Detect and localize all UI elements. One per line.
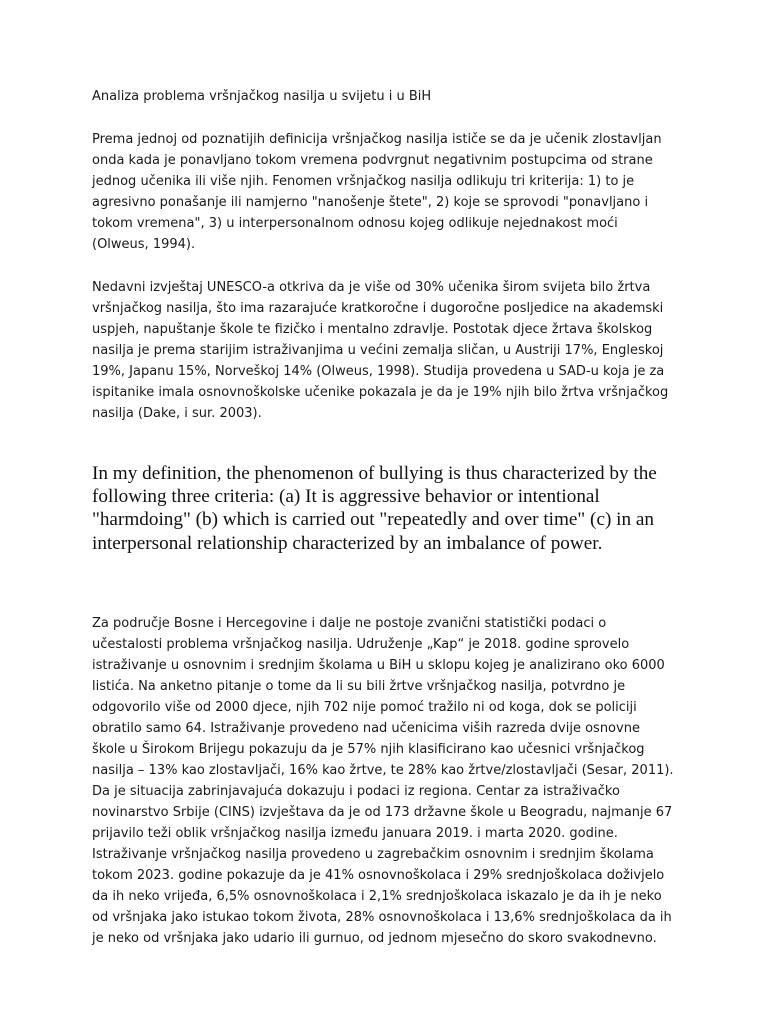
spacer xyxy=(92,555,674,613)
english-quote: In my definition, the phenomenon of bullying is thus characterized by the following three criteria: (a) It is aggressive behavior or intentional "harmdoing" (b) which is carried out "repeatedly and over time" (c) in an interpersonal relationship characterized by an imbalance of power. xyxy=(92,463,657,554)
document-title: Analiza problema vršnjačkog nasilja u svijetu i u BiH xyxy=(92,89,432,104)
paragraph-bih: Za područje Bosne i Hercegovine i dalje ne postoje zvanični statistički podaci o učestalosti problema vršnjačkog nasilja. Udruženje „Kap“ je 2018. godine sprovelo istraživanje u osnovnim i srednjim školama u BiH u sklopu kojeg je analizirano oko 6000 listića. Na anketno pitanje o tome da li su bili žrtve vršnjačkog nasilja, potvrdno je odgovorilo više od 2000 djece, njih 702 nije pomoć tražilo ni od koga, dok se policiji obratilo samo 64. Istraživanje provedeno nad učenicima viših razreda dvije osnovne škole u Širokom Brijegu pokazuju da je 57% njih klasificirano kao učesnici vršnjačkog nasilja – 13% kao zlostavljači, 16% kao žrtve, te 28% kao žrtve/zlostavljači (Sesar, 2011). Da je situacija zabrinjavajuća dokazuju i podaci iz regiona. Centar za istraživačko novinarstvo Srbije (CINS) izvještava da je od 173 državne škole u Beogradu, najmanje 67 prijavilo teži oblik vršnjačkog nasilja između januara 2019. i marta 2020. godine. Istraživanje vršnjačkog nasilja provedeno u zagrebačkim osnovnim i srednjim školama tokom 2023. godine pokazuje da je 41% osnovnoškolaca i 29% srednjoškolaca doživjelo da ih neko vrijeđa, 6,5% osnovnoškolaca i 2,1% srednjoškolaca iskazalo je da ih je neko od vršnjaka jako istukao tokom života, 28% osnovnoškolaca i 13,6% srednjoškolaca da ih je neko od vršnjaka jako udario ili gurnuo, od jednom mjesečno do skoro svakodnevno. xyxy=(92,615,674,946)
paragraph-definition: Prema jednoj od poznatijih definicija vršnjačkog nasilja ističe se da je učenik zlostavljan onda kada je ponavljano tokom vremena podvrgnut negativnim postupcima od strane jednog učenika ili više njih. Fenomen vršnjačkog nasilja odlikuju tri kriterija: 1) to je agresivno ponašanje ili namjerno "nanošenje štete", 2) koje se sprovodi "ponavljano i tokom vremena", 3) u interpersonalnom odnosu kojeg odlikuje nejednakost moći (Olweus, 1994). xyxy=(92,132,662,252)
document-body xyxy=(92,86,674,971)
paragraph-unesco: Nedavni izvještaj UNESCO-a otkriva da je više od 30% učenika širom svijeta bilo žrtva vršnjačkog nasilja, što ima razarajuće kratkoročne i dugoročne posljedice na akademski uspjeh, napuštanje škole te fizičko i mentalno zdravlje. Postotak djece žrtava školskog nasilja je prema starijim istraživanjima u većini zemalja sličan, u Austriji 17%, Engleskoj 19%, Japanu 15%, Norveškoj 14% (Olweus, 1998). Studija provedena u SAD-u koja je za ispitanike imala osnovnoškolske učenike pokazala je da je 19% njih bilo žrtva vršnjačkog nasilja (Dake, i sur. 2003). xyxy=(92,280,669,421)
